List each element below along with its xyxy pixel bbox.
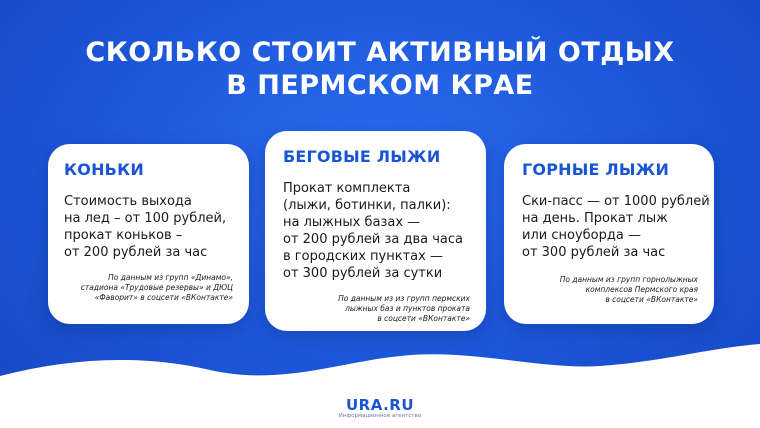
source-line: в соцсети «ВКонтакте» — [605, 295, 698, 304]
logo-tagline: Информационное агентство — [338, 413, 422, 419]
source-line: лыжных баз и пунктов проката — [345, 304, 470, 313]
card-heading: БЕГОВЫЕ ЛЫЖИ — [283, 147, 441, 166]
card-body — [64, 193, 226, 261]
source-line: По данным из групп горнолыжных — [559, 275, 698, 284]
source-line: комплексов Пермского края — [585, 285, 698, 294]
card-source-note — [338, 294, 470, 324]
source-line: По данным из из групп пермских — [338, 294, 470, 303]
title-line-1: СКОЛЬКО СТОИТ АКТИВНЫЙ ОТДЫХ — [85, 37, 675, 68]
card-body — [522, 193, 710, 261]
card-body-line: на лед – от 100 рублей, — [64, 211, 227, 226]
card-body-line: (лыжи, ботинки, палки): — [283, 198, 451, 213]
page-title — [0, 36, 760, 102]
card-heading: КОНЬКИ — [64, 160, 144, 179]
card-body-line: от 300 рублей за сутки — [283, 266, 443, 281]
ura-ru-logo — [0, 397, 760, 420]
card-body-line: Прокат комплекта — [283, 181, 411, 196]
card-alpine-skis — [504, 144, 714, 324]
card-body-line: Стоимость выхода — [64, 194, 192, 209]
source-line: По данным из групп «Динамо», — [108, 273, 233, 282]
card-body-line: от 200 рублей за час — [64, 245, 208, 260]
card-cross-country-skis — [265, 131, 486, 331]
logo-name: URA.RU — [345, 396, 415, 414]
title-line-2: В ПЕРМСКОМ КРАЕ — [226, 70, 534, 101]
card-skates — [48, 144, 249, 324]
card-body-line: от 200 рублей за два часа — [283, 232, 463, 247]
card-body-line: в городских пунктах — — [283, 249, 443, 264]
source-line: стадиона «Трудовые резервы» и ДЮЦ — [80, 283, 233, 292]
card-source-note — [81, 273, 233, 303]
source-line: «Фаворит» в соцсети «ВКонтакте» — [94, 293, 233, 302]
card-body-line: прокат коньков – — [64, 228, 183, 243]
card-heading: ГОРНЫЕ ЛЫЖИ — [522, 160, 670, 179]
source-line: в соцсети «ВКонтакте» — [377, 314, 470, 323]
card-body-line: на день. Прокат лыж — [522, 211, 668, 226]
card-body-line: от 300 рублей за час — [522, 245, 666, 260]
card-body — [283, 180, 463, 282]
card-body-line: или сноуборда — — [522, 228, 641, 243]
card-body-line: на лыжных базах — — [283, 215, 421, 230]
card-body-line: Ски-пасс — от 1000 рублей — [522, 194, 710, 209]
card-source-note — [560, 275, 698, 305]
